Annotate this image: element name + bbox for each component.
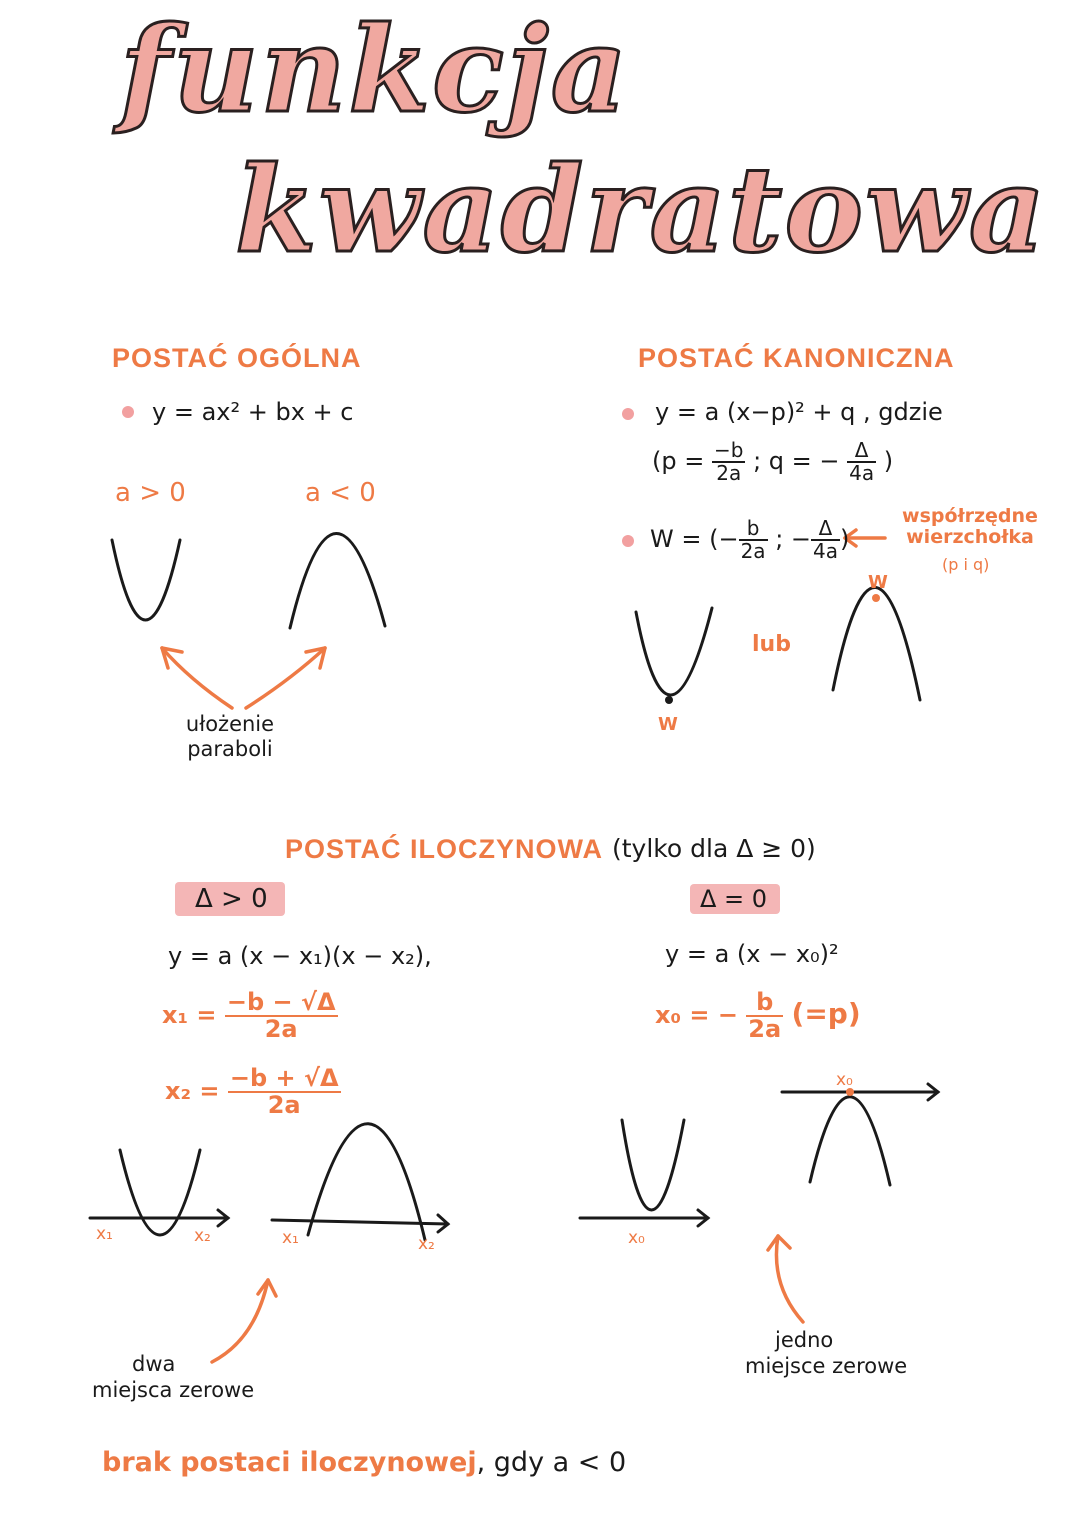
label-x0: x₀ xyxy=(836,1070,853,1090)
general-formula: y = ax² + bx + c xyxy=(152,398,354,426)
case-delta-zero: Δ = 0 xyxy=(700,885,768,913)
vertex-formula: W = (− $\frac{b}{2a}$ ; − $\frac{\Delta}{4a}$ ) xyxy=(650,516,850,563)
footer-orange: brak postaci iloczynowej xyxy=(102,1447,477,1478)
x2-formula: x₂ = $\frac{-b + √\Delta}{2a}$ xyxy=(165,1064,339,1120)
p-q-definition: (p = $\frac{-b}{2a}$ ; q = − $\frac{\Delta}{4a}$ ) xyxy=(652,438,894,485)
label-x1: x₁ xyxy=(282,1228,299,1248)
vertex-label-up: W xyxy=(658,714,678,735)
parabola-down-one-root xyxy=(810,1097,890,1185)
bullet-dot xyxy=(122,406,134,418)
parabola-down-canonical xyxy=(833,587,920,700)
arrow-head-e xyxy=(768,1236,790,1250)
arrow-to-down-parabola xyxy=(246,648,325,708)
case-a-negative: a < 0 xyxy=(305,478,376,508)
vertex-note-pq: (p i q) xyxy=(942,555,990,574)
parabola-note: ułożenie paraboli xyxy=(185,712,275,762)
title-line-2: kwadratowa xyxy=(235,140,1048,279)
footer-black: , gdy a < 0 xyxy=(476,1447,627,1478)
footer-note xyxy=(102,1447,626,1478)
vertex-dot-up xyxy=(665,696,673,704)
general-heading: POSTAĆ OGÓLNA xyxy=(112,343,362,373)
or-label: lub xyxy=(752,632,791,657)
product-condition: (tylko dla Δ ≥ 0) xyxy=(612,834,816,863)
label-x2: x₂ xyxy=(194,1226,211,1246)
two-zeros-note-2: miejsca zerowe xyxy=(92,1378,255,1402)
bullet-dot xyxy=(622,535,634,547)
one-zero-note-2: miejsce zerowe xyxy=(745,1354,908,1378)
x1-formula: x₁ = $\frac{-b - √\Delta}{2a}$ xyxy=(162,988,336,1044)
case-delta-positive: Δ > 0 xyxy=(195,884,268,914)
canonical-heading: POSTAĆ KANONICZNA xyxy=(638,343,955,373)
vertex-label-down: W xyxy=(868,572,888,593)
product-formula-one-root: y = a (x − x₀)² xyxy=(665,940,839,968)
parabola-up-general xyxy=(112,540,180,620)
parabola-down-general xyxy=(290,533,385,628)
label-x2: x₂ xyxy=(418,1234,435,1254)
vertex-dot-down xyxy=(872,594,880,602)
label-x0: x₀ xyxy=(628,1228,645,1248)
canonical-formula: y = a (x−p)² + q , gdzie xyxy=(655,398,943,426)
one-zero-note-1: jedno xyxy=(775,1328,834,1352)
case-a-positive: a > 0 xyxy=(115,478,186,508)
parabola-up-canonical xyxy=(636,608,712,695)
parabola-up-two-roots xyxy=(120,1150,200,1235)
arrow-to-up-parabola xyxy=(162,648,232,708)
x0-formula: x₀ = − $\frac{b}{2a}$ (=p) xyxy=(655,988,861,1044)
product-heading: POSTAĆ ILOCZYNOWA xyxy=(285,834,603,864)
bullet-dot xyxy=(622,408,634,420)
title-line-1: funkcja xyxy=(120,0,630,139)
product-formula-two-roots: y = a (x − x₁)(x − x₂), xyxy=(168,942,432,970)
two-zeros-note-1: dwa xyxy=(132,1352,176,1376)
parabola-up-one-root xyxy=(622,1120,684,1210)
vertex-note: współrzędne wierzchołka xyxy=(902,505,1038,548)
label-x1: x₁ xyxy=(96,1224,113,1244)
